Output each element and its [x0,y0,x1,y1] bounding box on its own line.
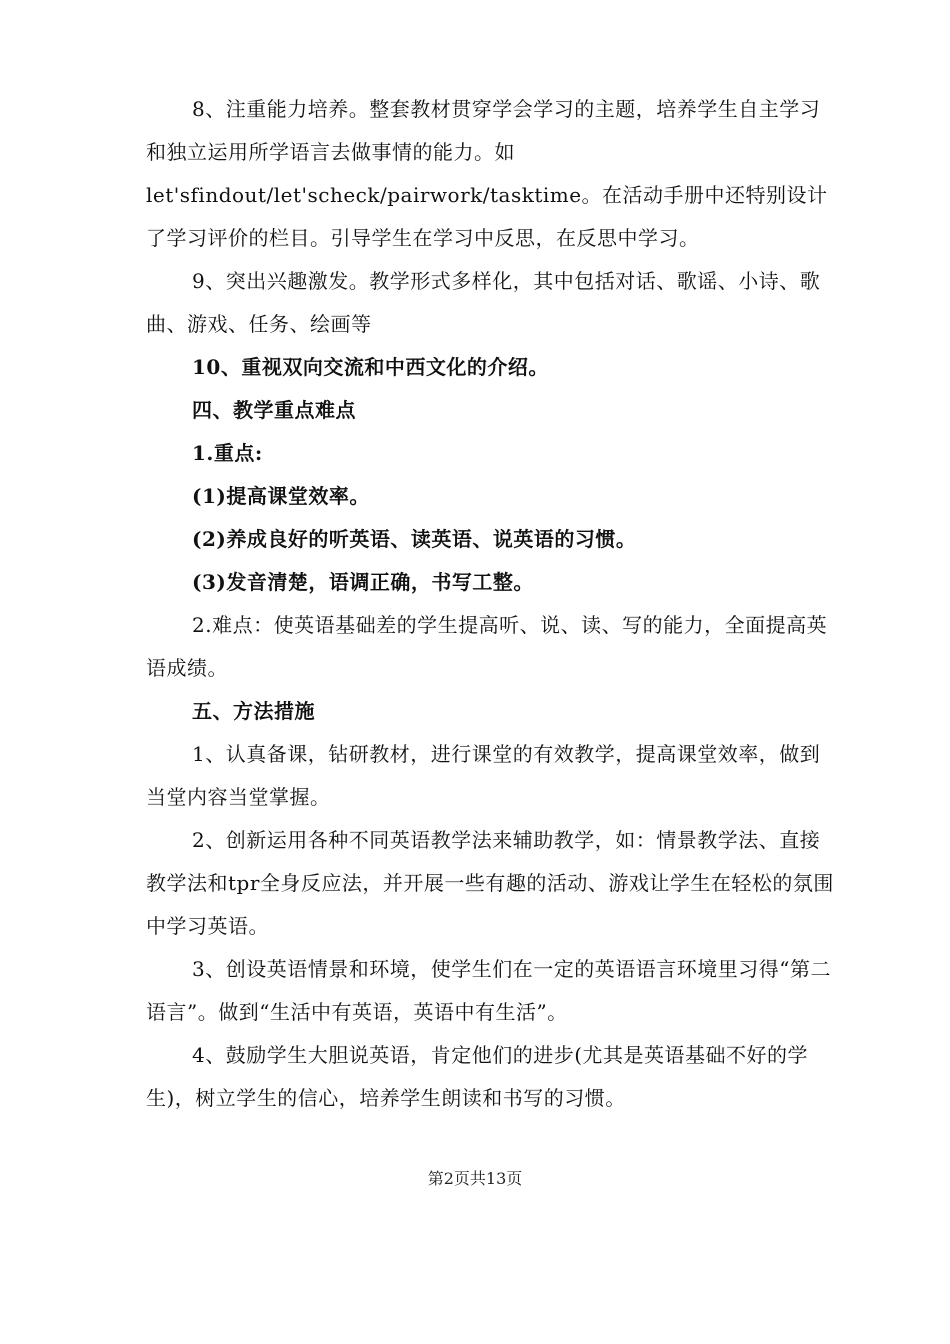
paragraph-difficulty: 2.难点：使英语基础差的学生提高听、说、读、写的能力，全面提高英语成绩。 [146,613,828,680]
paragraph-ability: 8、注重能力培养。整套教材贯穿学会学习的主题，培养学生自主学习和独立运用所学语言去做事情的能力。如 [146,97,821,164]
subheading-key-points: 1.重点: [192,441,263,465]
section-heading-key-points: 四、教学重点难点 [192,398,356,422]
paragraph-interest: 9、突出兴趣激发。教学形式多样化，其中包括对话、歌谣、小诗、歌曲、游戏、任务、绘画等 [146,269,821,336]
list-item-key-2: (2)养成良好的听英语、读英语、说英语的习惯。 [192,527,637,551]
paragraph-culture: 10、重视双向交流和中西文化的介绍。 [192,355,549,379]
method-item-3: 3、创设英语情景和环境，使学生们在一定的英语语言环境里习得“第二语言”。做到“生活中有英语，英语中有生活”。 [146,957,831,1024]
document-body [146,88,836,1120]
list-item-key-3: (3)发音清楚，语调正确，书写工整。 [192,570,534,594]
section-heading-methods: 五、方法措施 [192,699,315,723]
page-number: 第2页共13页 [427,1169,523,1188]
list-item-key-1: (1)提高课堂效率。 [192,484,370,508]
method-item-4: 4、鼓励学生大胆说英语，肯定他们的进步(尤其是英语基础不好的学生)，树立学生的信心，培养学生朗读和书写的习惯。 [146,1043,809,1110]
paragraph-activity-list: let'sfindout/let'scheck/pairwork/tasktime。在活动手册中还特别设计了学习评价的栏目。引导学生在学习中反思，在反思中学习。 [146,183,828,250]
method-item-1: 1、认真备课，钻研教材，进行课堂的有效教学，提高课堂效率，做到当堂内容当堂掌握。 [146,742,821,809]
method-item-2: 2、创新运用各种不同英语教学法来辅助教学，如：情景教学法、直接教学法和tpr全身反应法，并开展一些有趣的活动、游戏让学生在轻松的氛围中学习英语。 [146,828,834,938]
